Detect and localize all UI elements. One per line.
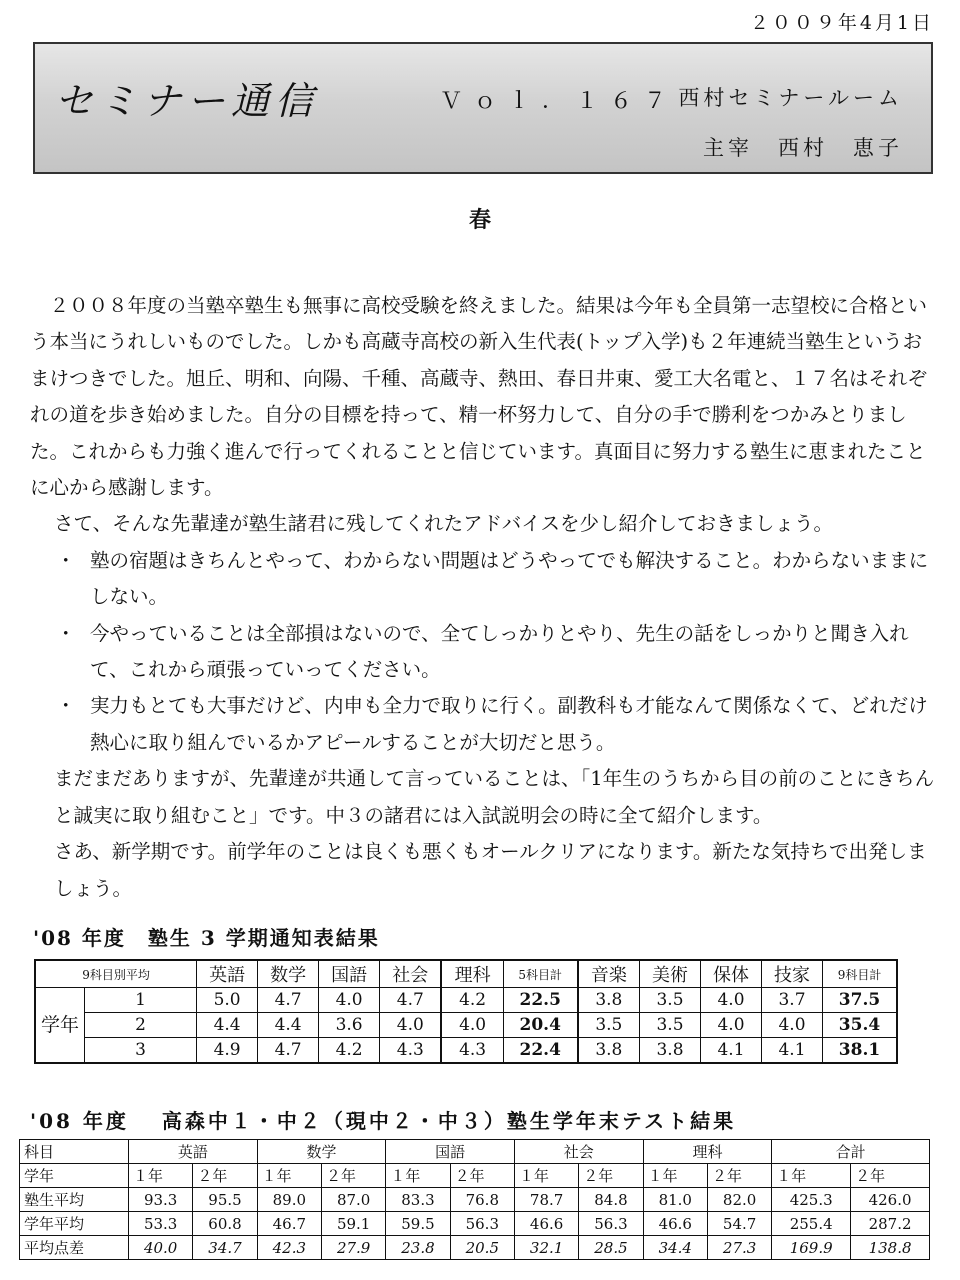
host-name: 主宰 西村 恵子 (703, 136, 903, 160)
table-cell: 425.3 (772, 1188, 851, 1212)
table-cell: 426.0 (851, 1188, 930, 1212)
grade-cell: 2 (85, 1013, 197, 1038)
table-cell: 82.0 (707, 1188, 771, 1212)
paragraph-2: さて、そんな先輩達が塾生諸君に残してくれたアドバイスを少し紹介しておきましょう。 (54, 512, 834, 536)
table-cell: 35.4 (823, 1013, 897, 1038)
table-cell: 4.1 (762, 1038, 823, 1064)
grade-header: １年 (386, 1164, 450, 1188)
table-cell: 81.0 (643, 1188, 707, 1212)
table-row (20, 1164, 930, 1188)
grade-header: １年 (643, 1164, 707, 1188)
subject-header: 社会 (514, 1140, 643, 1164)
grade-header: ２年 (321, 1164, 385, 1188)
subject-header: 数学 (257, 1140, 386, 1164)
table-cell: 54.7 (707, 1212, 771, 1236)
issue-date: ２００９年4月1日 (749, 12, 934, 34)
masthead (33, 42, 933, 174)
table-cell: 22.4 (503, 1038, 577, 1064)
report-card-table (34, 959, 898, 1064)
grade-cell: 1 (85, 988, 197, 1013)
table-row (20, 1212, 930, 1236)
table-row (35, 960, 897, 988)
table-cell: 4.4 (197, 1013, 258, 1038)
table-cell: 46.6 (514, 1212, 578, 1236)
table-cell: 4.7 (258, 1038, 319, 1064)
table-cell: 4.2 (441, 988, 503, 1013)
test-results-title: '08 年度 高森中１・中２（現中２・中３）塾生学年末テスト結果 (30, 1109, 737, 1133)
table-cell: 32.1 (514, 1236, 578, 1260)
table-row (35, 1038, 897, 1064)
table-cell: 4.2 (319, 1038, 380, 1064)
table-cell: 3.5 (640, 1013, 701, 1038)
grade-header: ２年 (851, 1164, 930, 1188)
table-cell: 87.0 (321, 1188, 385, 1212)
grade-header: １年 (514, 1164, 578, 1188)
table-cell: 34.4 (643, 1236, 707, 1260)
table-cell: 89.0 (257, 1188, 321, 1212)
table-row (20, 1140, 930, 1164)
table-cell: 169.9 (772, 1236, 851, 1260)
table-cell: 4.1 (701, 1038, 762, 1064)
table-cell: 46.6 (643, 1212, 707, 1236)
report-card-title: '08 年度 塾生 3 学期通知表結果 (33, 926, 380, 950)
volume-number: Ｖｏｌ．１６７ (440, 89, 679, 114)
table-cell: 4.0 (701, 1013, 762, 1038)
table-cell: 3.6 (319, 1013, 380, 1038)
column-header: 英語 (197, 960, 258, 988)
table-cell: 4.3 (441, 1038, 503, 1064)
grade-header: ２年 (579, 1164, 643, 1188)
list-item (30, 688, 936, 761)
grade-header: ２年 (707, 1164, 771, 1188)
table-cell: 4.0 (380, 1013, 442, 1038)
column-header: 数学 (258, 960, 319, 988)
table-cell: 4.9 (197, 1038, 258, 1064)
table-cell: 78.7 (514, 1188, 578, 1212)
table-cell: 59.1 (321, 1212, 385, 1236)
bullet-mark: ・ (56, 548, 76, 572)
table-cell: 37.5 (823, 988, 897, 1013)
list-item (30, 543, 936, 616)
grade-cell: 3 (85, 1038, 197, 1064)
table-cell: 34.7 (193, 1236, 257, 1260)
column-header: 美術 (640, 960, 701, 988)
column-header: 国語 (319, 960, 380, 988)
table-cell: 40.0 (129, 1236, 193, 1260)
subject-header: 国語 (386, 1140, 515, 1164)
table-cell: 53.3 (129, 1212, 193, 1236)
grade-header: １年 (129, 1164, 193, 1188)
table-cell: 4.7 (258, 988, 319, 1013)
table-cell: 46.7 (257, 1212, 321, 1236)
column-header: 保体 (701, 960, 762, 988)
grade-row-label: 学年 (35, 988, 85, 1064)
table-cell: 23.8 (386, 1236, 450, 1260)
school-name: 西村セミナールーム (678, 86, 903, 110)
table-cell: 138.8 (851, 1236, 930, 1260)
table-cell: 3.8 (578, 988, 640, 1013)
grade-header: ２年 (193, 1164, 257, 1188)
test-results-table (19, 1139, 930, 1260)
subject-header: 理科 (643, 1140, 772, 1164)
table-cell: 22.5 (503, 988, 577, 1013)
table-cell: 4.7 (380, 988, 442, 1013)
table-cell: 93.3 (129, 1188, 193, 1212)
advice-text: 実力もとても大事だけど、内申も全力で取りに行く。副教科も才能なんて関係なくて、どれだけ熱心に取り組んでいるかアピールすることが大切だと思う。 (90, 694, 928, 754)
row-label: 塾生平均 (20, 1188, 129, 1212)
paragraph-1: ２００８年度の当塾卒塾生も無事に高校受験を終えました。結果は今年も全員第一志望校に合格という本当にうれしいものでした。しかも高蔵寺高校の新入生代表(トップ入学)も２年連続当塾生というおまけつきでした。旭丘、明和、向陽、千種、高蔵寺、熱田、春日井東、愛工大名電と、１７名はそれぞれの道を歩き始めました。自分の目標を持って、精一杯努力して、自分の手で勝利をつかみとりました。これからも力強く進んで行ってくれることと信じています。真面目に努力する塾生に恵まれたことに心から感謝します。 (30, 294, 928, 500)
grade-header: １年 (257, 1164, 321, 1188)
table-cell: 3.5 (640, 988, 701, 1013)
row-header: 学年 (20, 1164, 129, 1188)
table-cell: 59.5 (386, 1212, 450, 1236)
subject-header: 英語 (129, 1140, 258, 1164)
article-body (30, 288, 936, 907)
subject-header: 合計 (772, 1140, 930, 1164)
table-cell: 4.3 (380, 1038, 442, 1064)
table-cell: 27.9 (321, 1236, 385, 1260)
paragraph-3: まだまだありますが、先輩達が共通して言っていることは、「1年生のうちから目の前のことにきちんと誠実に取り組むこと」です。中３の諸君には入試説明会の時に全て紹介します。 (54, 767, 935, 827)
table-cell: 60.8 (193, 1212, 257, 1236)
column-header: 5科目計 (503, 960, 577, 988)
table-cell: 42.3 (257, 1236, 321, 1260)
table-cell: 3.8 (640, 1038, 701, 1064)
table-cell: 95.5 (193, 1188, 257, 1212)
column-header: 技家 (762, 960, 823, 988)
table-row (20, 1236, 930, 1260)
paragraph-4: さあ、新学期です。前学年のことは良くも悪くもオールクリアになります。新たな気持ちで出発しましょう。 (54, 840, 927, 900)
grade-header: ２年 (450, 1164, 514, 1188)
table-cell: 83.3 (386, 1188, 450, 1212)
advice-text: 塾の宿題はきちんとやって、わからない問題はどうやってでも解決すること。わからないままにしない。 (90, 548, 929, 609)
table-cell: 255.4 (772, 1212, 851, 1236)
table-cell: 3.8 (578, 1038, 640, 1064)
table-cell: 27.3 (707, 1236, 771, 1260)
table-cell: 4.0 (441, 1013, 503, 1038)
table-cell: 20.4 (503, 1013, 577, 1038)
column-header: 社会 (380, 960, 442, 988)
advice-text: 今やっていることは全部損はないので、全てしっかりとやり、先生の話をしっかりと聞き入れて、これから頑張っていってください。 (90, 621, 909, 682)
newsletter-title: セミナー通信 (55, 79, 320, 123)
table-cell: 287.2 (851, 1212, 930, 1236)
table-cell: 4.4 (258, 1013, 319, 1038)
table-cell: 4.0 (319, 988, 380, 1013)
table-cell: 84.8 (579, 1188, 643, 1212)
table-cell: 20.5 (450, 1236, 514, 1260)
column-header: 音楽 (578, 960, 640, 988)
column-header: 9科目計 (823, 960, 897, 988)
column-header: 理科 (441, 960, 503, 988)
table-row (20, 1188, 930, 1212)
table-row (35, 988, 897, 1013)
table-cell: 38.1 (823, 1038, 897, 1064)
table-cell: 3.5 (578, 1013, 640, 1038)
table-cell: 3.7 (762, 988, 823, 1013)
table-cell: 4.0 (762, 1013, 823, 1038)
article-heading: 春 (468, 207, 491, 233)
advice-list (30, 543, 936, 761)
list-item (30, 616, 936, 689)
table-cell: 76.8 (450, 1188, 514, 1212)
row-label: 平均点差 (20, 1236, 129, 1260)
corner-label: 9科目別平均 (35, 960, 197, 988)
table-cell: 56.3 (579, 1212, 643, 1236)
table-row (35, 1013, 897, 1038)
table-cell: 56.3 (450, 1212, 514, 1236)
bullet-mark: ・ (56, 694, 76, 718)
table-cell: 4.0 (701, 988, 762, 1013)
table-cell: 28.5 (579, 1236, 643, 1260)
bullet-mark: ・ (56, 621, 76, 645)
table-cell: 5.0 (197, 988, 258, 1013)
row-label: 学年平均 (20, 1212, 129, 1236)
grade-header: １年 (772, 1164, 851, 1188)
row-header: 科目 (20, 1140, 129, 1164)
